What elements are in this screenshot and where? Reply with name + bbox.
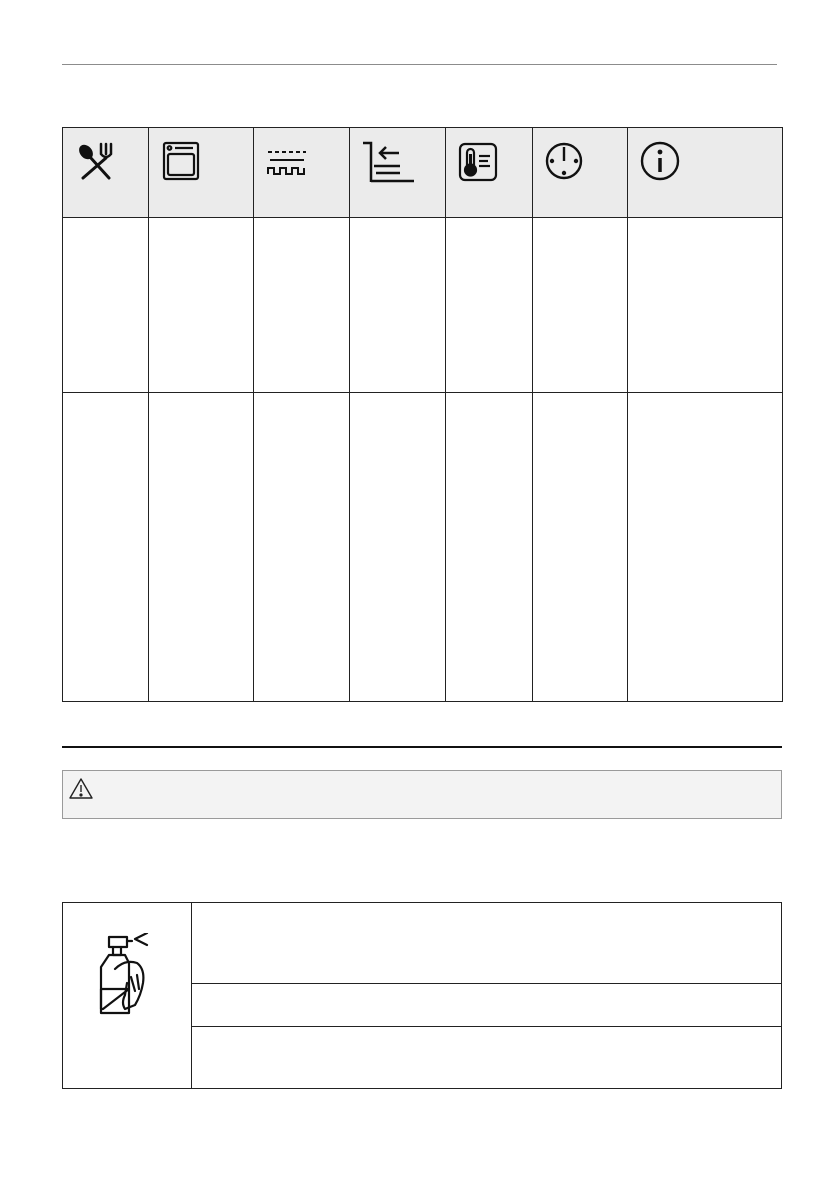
header-time [533,128,628,218]
cleaning-icon-cell [63,903,192,1089]
table-row [63,903,782,984]
cooking-table [62,127,783,702]
table-cell [254,393,350,702]
table-cell [149,393,254,702]
table-cell [254,218,350,393]
section-divider [62,746,782,748]
table-cell [628,393,783,702]
header-oven [149,128,254,218]
table-cell [446,218,533,393]
cleaning-table [62,902,782,1089]
thermometer-icon [458,140,532,184]
clock-icon [545,140,627,184]
table-cell [533,218,628,393]
table-cell [149,218,254,393]
header-food [63,128,149,218]
header-row [63,128,783,218]
header-info [628,128,783,218]
header-heating [254,128,350,218]
oven-icon [161,140,253,184]
table-row [63,393,783,702]
shelf-position-icon [362,140,445,188]
table-cell [192,903,782,984]
table-row [63,218,783,393]
table-cell [63,218,149,393]
spray-cloth-icon [95,933,191,1024]
warning-triangle-icon [68,777,94,806]
heating-function-icon [266,140,349,184]
table-cell [446,393,533,702]
header-shelf [350,128,446,218]
table-cell [63,393,149,702]
table-cell [350,393,446,702]
table-cell [192,984,782,1027]
table-cell [533,393,628,702]
spoon-fork-icon [75,140,148,184]
table-cell [350,218,446,393]
table-cell [628,218,783,393]
header-temperature [446,128,533,218]
warning-box [62,770,782,819]
table-cell [192,1027,782,1089]
info-icon [640,140,782,184]
top-rule [62,64,777,65]
